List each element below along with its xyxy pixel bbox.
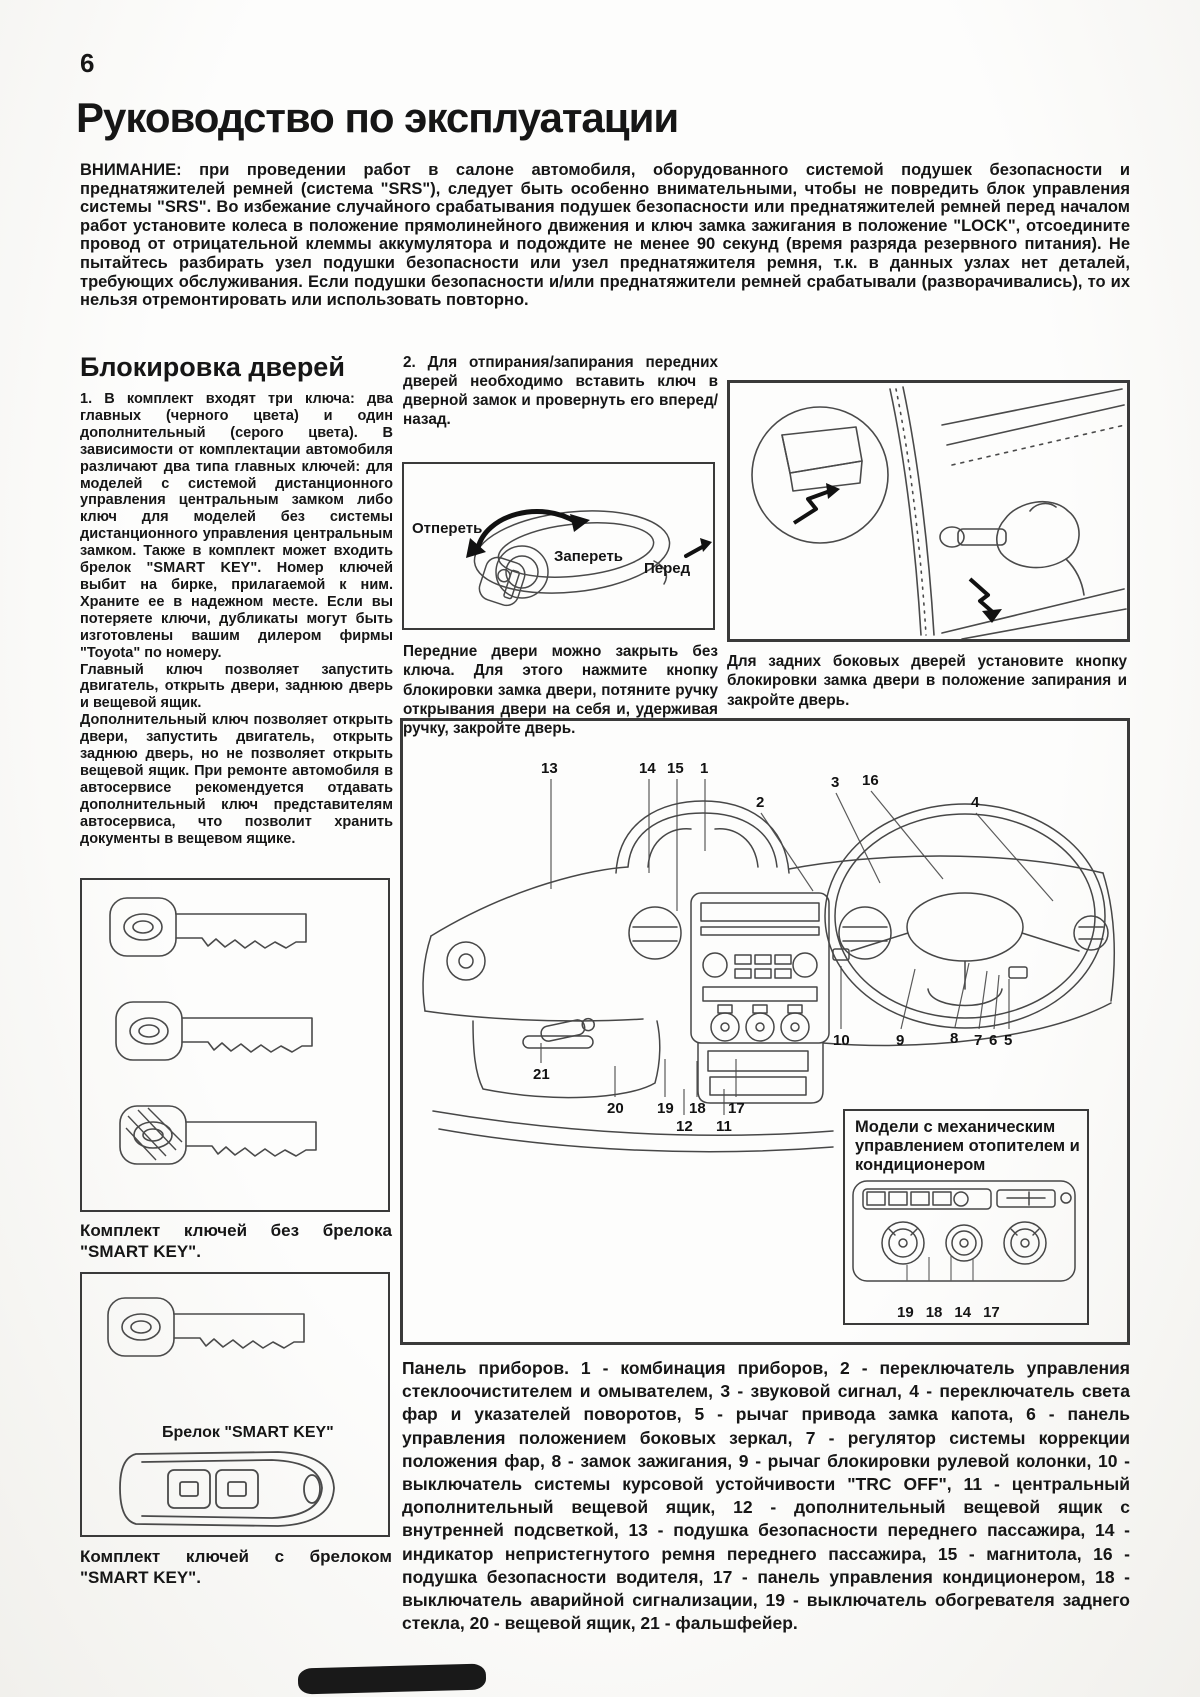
rear-door-figure — [727, 380, 1130, 642]
inset-callout-14: 14 — [954, 1304, 972, 1321]
callout-11: 11 — [716, 1118, 732, 1135]
page-number: 6 — [80, 48, 95, 78]
callout-9: 9 — [896, 1032, 905, 1049]
inset-callout-18: 18 — [925, 1304, 943, 1321]
callout-13: 13 — [541, 760, 558, 777]
smart-key-fob-illustration — [82, 1446, 388, 1536]
inset-callout-17: 17 — [983, 1304, 1000, 1321]
keys-paragraph: 1. В комплект входят три ключа: два главных (черного цвета) и один дополнительный (серого цвета). В зависимости от комплектации автомобиля различают два типа главных ключей: для моделей с системой дистанционного управления центральным замком либо ключ для моделей без системы дистанционного управления центральным замком. Также в комплект может входить брелок "SMART KEY". Номер ключей выбит на бирке, прилагаемой к ним. Храните ее в надежном месте. Если вы потеряете ключи, дубликаты могут быть изготовлены вашим дилером фирмы "Toyota" по номеру. — [80, 391, 393, 661]
callout-6: 6 — [989, 1032, 998, 1049]
callout-14: 14 — [639, 760, 656, 777]
keys-with-fob-figure — [80, 1272, 390, 1537]
callout-12: 12 — [676, 1118, 693, 1135]
callout-16: 16 — [862, 772, 879, 789]
single-key-illustration — [82, 1274, 388, 1414]
inset-callout-19: 19 — [897, 1304, 914, 1321]
page-title: Руководство по эксплуатации — [76, 94, 679, 141]
door-lock-figure — [402, 462, 715, 630]
dashboard-figure — [400, 718, 1130, 1345]
callout-7: 7 — [974, 1032, 983, 1049]
door-handle-key-illustration — [404, 464, 713, 628]
lock-label: Запереть — [554, 548, 624, 565]
manual-climate-inset — [843, 1109, 1089, 1325]
caption-keys-with-fob: Комплект ключей с брелоком "SMART KEY". — [80, 1547, 392, 1587]
front-doors-note: Передние двери можно закрыть без ключа. Для этого нажмите кнопку блокировки замка двери, потяните ручку открывания двери на себя и, удерживая ручку, закройте дверь. — [403, 643, 718, 738]
callout-5: 5 — [1004, 1032, 1013, 1049]
inset-title: Модели с механическим управлением отопителем и кондиционером — [855, 1118, 1080, 1174]
section-heading-door-locking: Блокировка дверей — [80, 352, 345, 382]
callout-17: 17 — [728, 1100, 745, 1117]
callout-4: 4 — [971, 794, 980, 811]
scan-artifact — [298, 1664, 487, 1695]
callout-18: 18 — [689, 1100, 706, 1117]
step2-text: 2. Для отпирания/запирания передних дверей необходимо вставить ключ в дверной замок и провернуть его вперед/назад. — [403, 354, 718, 428]
caption-keys-without-fob: Комплект ключей без брелока "SMART KEY". — [80, 1221, 392, 1261]
climate-panel-illustration — [845, 1177, 1083, 1287]
callout-2: 2 — [756, 794, 765, 811]
srs-warning-text: ВНИМАНИЕ: при проведении работ в салоне автомобиля, оборудованного системой подушек безопасности и преднатяжителей ремней (система "SRS"), следует быть особенно внимательными, чтобы не повредить блок управления системы "SRS". Во избежание случайного срабатывания подушек безопасности или преднатяжителей ремней перед началом работ установите колеса в положение прямолинейного движения и ключ замка зажигания в положение "LOCK", отсоедините провод от отрицательной клеммы аккумулятора и подождите не менее 90 секунд (время разряда резервного питания). Не пытайтесь разбирать узел подушки безопасности или узел преднатяжителя ремня, т.к. в данных узлах нет деталей, требующих обслуживания. Если подушки безопасности и/или преднатяжители ремней срабатывали (разворачивались), то их нельзя отремонтировать или использовать повторно. — [80, 161, 1130, 310]
door-edge-key-illustration — [730, 383, 1127, 639]
unlock-label: Отпереть — [412, 520, 483, 537]
front-label: Перед — [644, 560, 691, 577]
fob-label: Брелок "SMART KEY" — [162, 1424, 334, 1441]
callout-20: 20 — [607, 1100, 624, 1117]
callout-21: 21 — [533, 1066, 550, 1083]
callout-3: 3 — [831, 774, 840, 791]
callout-8: 8 — [950, 1030, 959, 1047]
sub-key-paragraph: Дополнительный ключ позволяет открыть двери, запустить двигатель, открыть заднюю дверь, но не позволяет открыть вещевой ящик. При ремонте автомобиля в автосервисе рекомендуется отдавать дополнительный ключ представителям автосервиса, что позволит хранить документы в вещевом ящике. — [80, 712, 393, 847]
callout-19: 19 — [657, 1100, 674, 1117]
callout-15: 15 — [667, 760, 684, 777]
rear-doors-note: Для задних боковых дверей установите кнопку блокировки замка двери в положение запирания и закройте дверь. — [727, 653, 1127, 709]
main-key-paragraph: Главный ключ позволяет запустить двигатель, открыть двери, заднюю дверь и вещевой ящик. — [80, 661, 393, 712]
left-column-text — [80, 391, 393, 847]
callout-10: 10 — [833, 1032, 850, 1049]
keys-without-fob-figure — [80, 878, 390, 1212]
callout-1: 1 — [700, 760, 709, 777]
three-keys-illustration — [82, 880, 388, 1210]
inset-callouts — [897, 1304, 1000, 1321]
dashboard-caption: Панель приборов. 1 - комбинация приборов, 2 - переключатель управления стеклоочистителем и омывателем, 3 - звуковой сигнал, 4 - переключатель света фар и указателей поворотов, 5 - рычаг привода замка капота, 6 - панель управления положением боковых зеркал, 7 - регулятор системы коррекции положения фар, 8 - замок зажигания, 9 - рычаг блокировки рулевой колонки, 10 - выключатель системы курсовой устойчивости "TRC OFF", 11 - центральный дополнительный вещевой ящик, 12 - дополнительный вещевой ящик с внутренней подсветкой, 13 - подушка безопасности переднего пассажира, 14 - индикатор непристегнутого ремня переднего пассажира, 15 - магнитола, 16 - подушка безопасности водителя, 17 - панель управления кондиционером, 18 - выключатель аварийной сигнализации, 19 - выключатель обогревателя заднего стекла, 20 - вещевой ящик, 21 - фальшфейер. — [402, 1358, 1130, 1634]
